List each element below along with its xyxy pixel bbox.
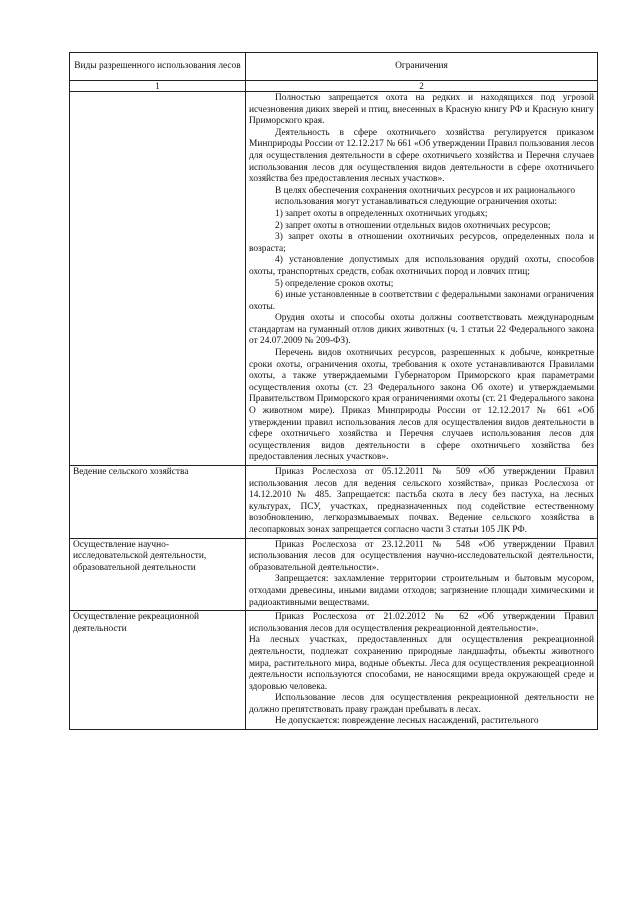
restriction-paragraph: 6) иные установленные в соответствии с федеральными законами ограничения охоты. (249, 290, 594, 312)
restriction-paragraph: Приказ Рослесхоза от 23.12.2011 № 548 «Об утверждении Правил использования лесов для осуществления научно-исследовательской деятельности, образовательной деятельности». (249, 539, 594, 573)
table-row (70, 611, 598, 730)
restriction-paragraph: 2) запрет охоты в отношении отдельных видов охотничьих ресурсов; (275, 220, 551, 231)
restriction-paragraph: Не допускается: повреждение лесных насаждений, растительного (275, 716, 539, 727)
restriction-paragraph: 1) запрет охоты в определенных охотничьих угодьях; (275, 208, 488, 219)
use-kind-cell (70, 92, 246, 466)
use-kind-cell: Осуществление рекреационной деятельности (70, 611, 246, 730)
column-number-1: 1 (70, 81, 246, 92)
restriction-paragraph: Запрещается: захламление территории строительным и бытовым мусором, отходами древесины, иными видами отходов; загрязнение площади химическими и радиоактивными веществами. (249, 574, 594, 608)
table-row (70, 538, 598, 611)
restriction-paragraph: На лесных участках, предоставленных для осуществления рекреационной деятельности, подлежат сохранению природные ландшафты, объекты животного мира, растительного мира, водные объекты. Леса для осуществления рекреационной деятельности используются способами, не наносящими вреда окружающей среде и здоровью человека. (249, 635, 594, 692)
column-number-row (70, 81, 598, 92)
restriction-paragraph: Полностью запрещается охота на редких и находящихся под угрозой исчезновения диких зверей и птиц, внесенных в Красную книгу РФ и Красную книгу Приморского края. (249, 93, 594, 127)
restrictions-cell (246, 538, 598, 611)
restriction-paragraph: Использование лесов для осуществления рекреационной деятельности не должно препятствовать праву граждан пребывать в лесах. (249, 693, 594, 715)
restriction-paragraph: Приказ Рослесхоза от 05.12.2011 № 509 «Об утверждении Правил использования лесов для ведения сельского хозяйства», приказ Рослесхоза от 14.12.2010 № 485. Запрещается: пастьба скота в лесу без пастуха, на лесных культурах, ПСУ, участках, предназначенных под содействие естественному возобновлению, легкоразмываемых почвах. Ведение сельского хозяйства в лесопарковых зонах запрещается согласно части 3 статьи 105 ЛК РФ. (249, 467, 594, 535)
restrictions-table (69, 52, 598, 730)
use-kind-cell: Осуществление научно-исследовательской деятельности, образовательной деятельности (70, 538, 246, 611)
table-header-row (70, 53, 598, 81)
restrictions-cell (246, 92, 598, 466)
table-row (70, 466, 598, 539)
use-kind-cell: Ведение сельского хозяйства (70, 466, 246, 539)
column-header-kind: Виды разрешенного использования лесов (70, 53, 246, 81)
restriction-paragraph: Перечень видов охотничьих ресурсов, разрешенных к добыче, конкретные сроки охоты, ограничения охоты, требования к охоте устанавливаются Правилами охоты, а также утверждаемыми Губернатором Приморского края параметрами осуществления охоты (ст. 23 Федерального закона Об охоте) и утверждаемыми Правительством Приморского края ограничениями охоты (ст. 21 Федерального закона О животном мире). Приказ Минприроды России от 12.12.2017 № 661 «Об утверждении правил использования лесов для осуществления видов деятельности в сфере охотничьего хозяйства и Перечня случаев использования лесов для осуществления видов деятельности в сфере охотничьего хозяйства без предоставления лесных участков». (249, 348, 594, 463)
restrictions-cell (246, 611, 598, 730)
restriction-paragraph: Деятельность в сфере охотничьего хозяйства регулируется приказом Минприроды России от 12.12.217 № 661 «Об утверждении Правил пользования лесов для осуществления деятельности в сфере охотничьего хозяйства и Перечня случаев использования лесов для осуществления видов деятельности в сфере охотничьего хозяйства без предоставления лесных участков». (249, 127, 594, 185)
restriction-paragraph: 5) определение сроков охоты; (275, 278, 394, 289)
table-row (70, 92, 598, 466)
column-header-restrictions: Ограничения (246, 53, 598, 81)
restriction-paragraph: 3) запрет охоты в отношении охотничьих ресурсов, определенных пола и возраста; (249, 232, 594, 254)
restriction-paragraph: Приказ Рослесхоза от 21.02.2012 № 62 «Об утверждении Правил использования лесов для осуществления рекреационной деятельности». (249, 612, 594, 634)
column-number-2: 2 (246, 81, 598, 92)
restriction-paragraph: 4) установление допустимых для использования орудий охоты, способов охоты, транспортных средств, собак охотничьих пород и ловчих птиц; (249, 255, 594, 277)
restriction-paragraph: Орудия охоты и способы охоты должны соответствовать международным стандартам на гуманный отлов диких животных (ч. 1 статьи 22 Федерального закона от 24.07.2009 № 209-ФЗ). (249, 313, 594, 347)
table-body (70, 92, 598, 730)
restriction-paragraph: использования могут устанавливаться следующие ограничения охоты: (275, 197, 558, 208)
restriction-paragraph: В целях обеспечения сохранения охотничьих ресурсов и их рационального (275, 185, 576, 196)
restrictions-cell (246, 466, 598, 539)
